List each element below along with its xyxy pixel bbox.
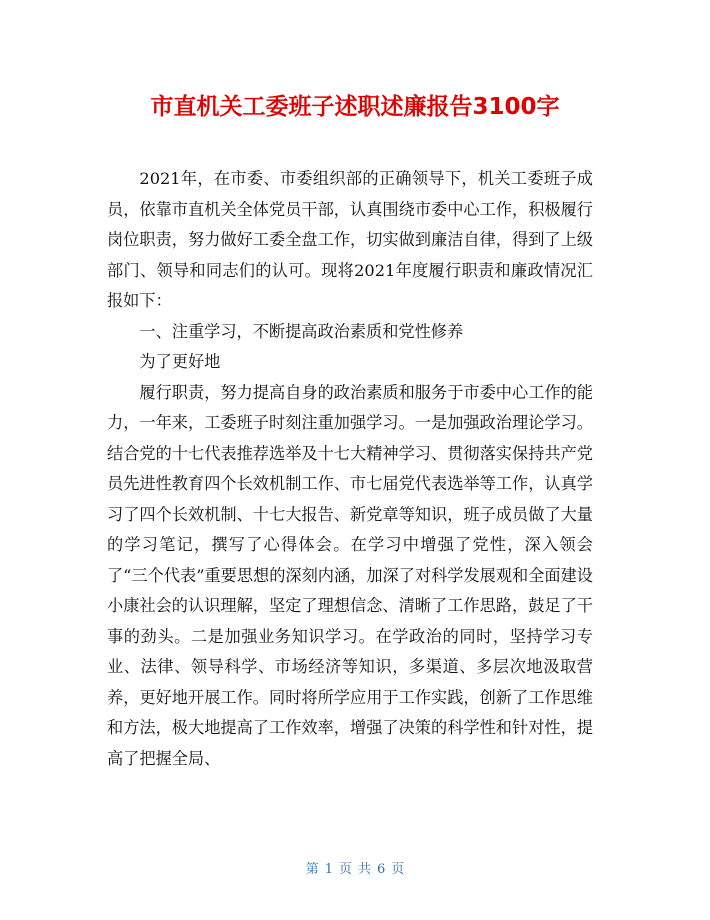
paragraph-intro: 2021年，在市委、市委组织部的正确领导下，机关工委班子成员，依靠市直机关全体党员干部，认真围绕市委中心工作，积极履行岗位职责，努力做好工委全盘工作，切实做到廉洁自律，得到了上级部门、领导和同志们的认可。现将2021年度履行职责和廉政情况汇报如下： xyxy=(107,169,593,310)
footer-page-unit: 页 xyxy=(338,862,352,877)
footer-total-unit: 页 xyxy=(391,862,405,877)
footer-current-page: 1 xyxy=(324,862,333,877)
footer-total-pages: 6 xyxy=(377,862,386,877)
paragraph-study: 履行职责，努力提高自身的政治素质和服务于市委中心工作的能力，一年来，工委班子时刻注重加强学习。一是加强政治理论学习。结合党的十七代表推荐选举及十七大精神学习、贯彻落实保持共产党员先进性教育四个长效机制工作、市七届党代表选举等工作，认真学习了四个长效机制、十七大报告、新党章等知识，班子成员做了大量的学习笔记，撰写了心得体会。在学习中增强了党性，深入领会了“三个代表”重要思想的深刻内涵，加深了对科学发展观和全面建设小康社会的认识理解，坚定了理想信念、清晰了工作思路，鼓足了干事的劲头。二是加强业务知识学习。在学政治的同时，坚持学习专业、法律、领导科学、市场经济等知识，多渠道、多层次地汲取营养，更好地开展工作。同时将所学应用于工作实践，创新了工作思维和方法，极大地提高了工作效率，增强了决策的科学性和针对性，提高了把握全局、 xyxy=(107,382,593,768)
footer-total-label: 共 xyxy=(358,862,372,877)
document-body xyxy=(107,164,593,774)
page-footer xyxy=(0,858,710,877)
section-heading: 一、注重学习，不断提高政治素质和党性修养 xyxy=(139,321,464,341)
document-title: 市直机关工委班子述职述廉报告3100字 xyxy=(150,94,560,120)
paragraph-fragment: 为了更好地 xyxy=(139,352,221,371)
footer-page-label: 第 xyxy=(305,862,319,877)
